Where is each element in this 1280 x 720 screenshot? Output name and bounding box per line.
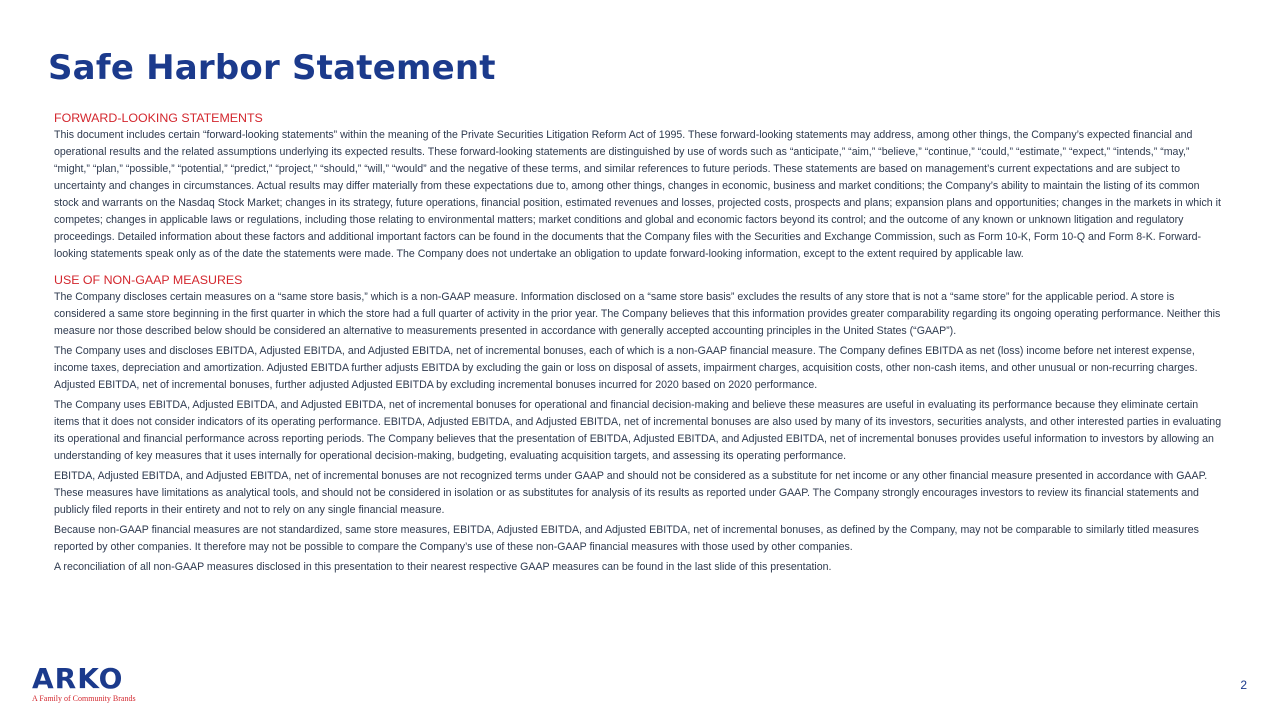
- slide-title: Safe Harbor Statement: [48, 48, 496, 88]
- paragraph: A reconciliation of all non-GAAP measures disclosed in this presentation to their nearest respective GAAP measures can be found in the last slide of this presentation.: [54, 561, 832, 573]
- paragraph: The Company discloses certain measures on a “same store basis,” which is a non-GAAP measure. Information disclosed on a “same store basis” excludes the results of any store that is not a “same store” for the applicable period. A store is considered a same store beginning in the first quarter in which the store had a full quarter of activity in the prior year. The Company believes that this information provides greater comparability regarding its ongoing operating performance. Neither this measure nor those described below should be considered an alternative to measurements presented in accordance with generally accepted accounting principles in the United States (“GAAP”).: [54, 291, 1221, 337]
- section-heading: FORWARD-LOOKING STATEMENTS: [54, 111, 263, 125]
- non-gaap-section: [54, 272, 1224, 576]
- arko-logo: [32, 662, 148, 703]
- forward-looking-section: [54, 110, 1224, 263]
- paragraph: Because non-GAAP financial measures are not standardized, same store measures, EBITDA, Adjusted EBITDA, and Adjusted EBITDA, net of incremental bonuses, as defined by the Company, may not be comparable to similarly titled measures reported by other companies. It therefore may not be possible to compare the Company’s use of these non-GAAP financial measures with those used by other companies.: [54, 524, 1199, 553]
- section-heading: USE OF NON-GAAP MEASURES: [54, 273, 243, 287]
- paragraph: The Company uses and discloses EBITDA, Adjusted EBITDA, and Adjusted EBITDA, net of incremental bonuses, each of which is a non-GAAP financial measure. The Company defines EBITDA as net (loss) income before net interest expense, income taxes, depreciation and amortization. Adjusted EBITDA further adjusts EBITDA by excluding the gain or loss on disposal of assets, impairment charges, acquisition costs, other non-cash items, and other unusual or non-recurring charges. Adjusted EBITDA, net of incremental bonuses, further adjusted Adjusted EBITDA by excluding incremental bonuses incurred for 2020 based on 2020 performance.: [54, 345, 1198, 391]
- slide-content: [54, 110, 1224, 585]
- paragraph: EBITDA, Adjusted EBITDA, and Adjusted EBITDA, net of incremental bonuses are not recognized terms under GAAP and should not be considered as a substitute for net income or any other financial measure presented in accordance with GAAP. These measures have limitations as analytical tools, and should not be considered in isolation or as substitutes for analysis of its results as reported under GAAP. The Company strongly encourages investors to review its financial statements and publicly filed reports in their entirety and not to rely on any single financial measure.: [54, 470, 1208, 516]
- paragraph: This document includes certain “forward-looking statements” within the meaning of the Private Securities Litigation Reform Act of 1995. These forward-looking statements may address, among other things, the Company’s expected financial and operational results and the related assumptions underlying its expected results. These forward-looking statements are distinguished by use of words such as “anticipate,” “aim,” “believe,” “continue,” “could,” “estimate,” “expect,” “intends,” “may,” “might,” “plan,” “possible,” “potential,” “predict,” “project,” “should,” “will,” “would” and the negative of these terms, and similar references to future periods. These statements are based on management’s current expectations and are subject to uncertainty and changes in circumstances. Actual results may differ materially from these expectations due to, among other things, changes in economic, business and market conditions; the Company’s ability to maintain the listing of its common stock and warrants on the Nasdaq Stock Market; changes in its strategy, future operations, financial position, estimated revenues and losses, projected costs, prospects and plans; expansion plans and opportunities; changes in the markets in which it competes; changes in applicable laws or regulations, including those relating to environmental matters; market conditions and global and economic factors beyond its control; and the outcome of any known or unknown litigation and regulatory proceedings. Detailed information about these factors and additional important factors can be found in the documents that the Company files with the Securities and Exchange Commission, such as Form 10-K, Form 10-Q and Form 8-K. Forward-looking statements speak only as of the date the statements were made. The Company does not undertake an obligation to update forward-looking information, except to the extent required by applicable law.: [54, 129, 1221, 260]
- logo-tagline: A Family of Community Brands: [32, 694, 136, 703]
- logo-wordmark: ARKO: [32, 662, 124, 695]
- paragraph: The Company uses EBITDA, Adjusted EBITDA, and Adjusted EBITDA, net of incremental bonuses for operational and financial decision-making and believe these measures are useful in evaluating its performance because they eliminate certain items that it does not consider indicators of its operating performance. EBITDA, Adjusted EBITDA, and Adjusted EBITDA, net of incremental bonuses are also used by many of its investors, securities analysts, and other interested parties in evaluating its operational and financial performance across reporting periods. The Company believes that the presentation of EBITDA, Adjusted EBITDA, and Adjusted EBITDA, net of incremental bonuses provides useful information to investors by allowing an understanding of key measures that it uses internally for operational decision-making, budgeting, evaluating acquisition targets, and assessing its operating performance.: [54, 399, 1222, 462]
- page-number: 2: [1240, 678, 1247, 692]
